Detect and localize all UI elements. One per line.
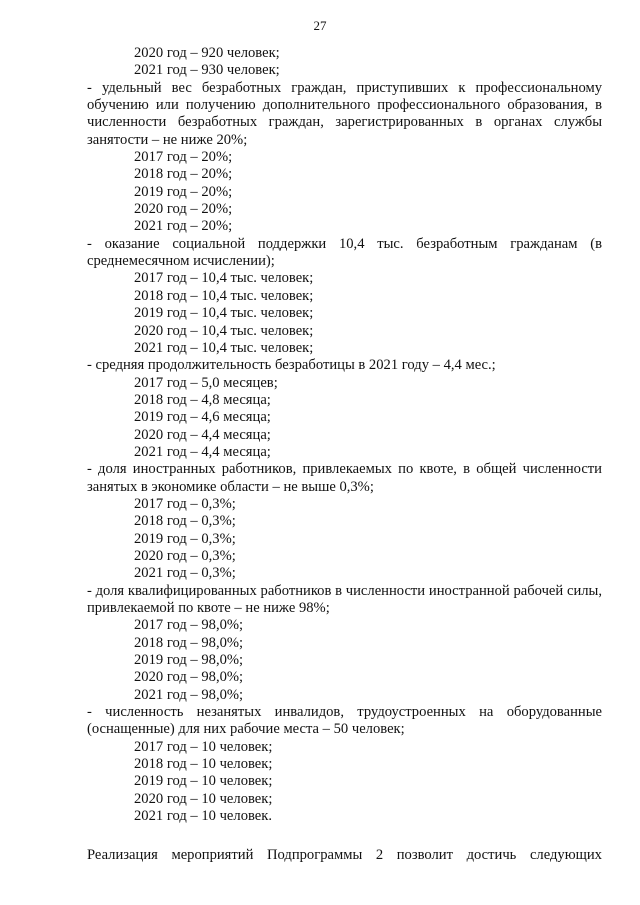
indicator-paragraph: - доля квалифицированных работников в численности иностранной рабочей силы, привлекаемой по квоте – не ниже 98%; [87, 582, 602, 616]
year-value-line: 2019 год – 98,0%; [134, 652, 244, 669]
indicator-paragraph: - средняя продолжительность безработицы в 2021 году – 4,4 мес.; [87, 357, 496, 374]
indicator-paragraph: - численность незанятых инвалидов, трудоустроенных на оборудованные (оснащенные) для них рабочие места – 50 человек; [87, 704, 602, 738]
year-value-line: 2017 год – 10,4 тыс. человек; [134, 270, 314, 287]
year-value-line: 2018 год – 20%; [134, 166, 233, 183]
year-value-line: 2018 год – 4,8 месяца; [134, 391, 271, 408]
year-value-line: 2019 год – 4,6 месяца; [134, 409, 271, 426]
year-value-line: 2020 год – 4,4 месяца; [134, 426, 271, 443]
year-value-line: 2020 год – 10,4 тыс. человек; [134, 322, 314, 339]
year-value-line: 2017 год – 10 человек; [134, 738, 273, 755]
year-value-line: 2020 год – 20%; [134, 201, 233, 218]
year-value-line: 2021 год – 0,3%; [134, 565, 236, 582]
page-number: 27 [313, 18, 327, 33]
year-value-line: 2020 год – 10 человек; [134, 790, 273, 807]
year-value-line: 2017 год – 98,0%; [134, 617, 244, 634]
year-value-line: 2021 год – 930 человек; [134, 62, 280, 79]
year-value-line: 2018 год – 98,0%; [134, 634, 244, 651]
year-value-line: 2020 год – 0,3%; [134, 547, 236, 564]
closing-paragraph-line: Реализация мероприятий Подпрограммы 2 позволит достичь следующих [87, 847, 602, 863]
year-value-line: 2019 год – 0,3%; [134, 530, 236, 547]
year-value-line: 2019 год – 10,4 тыс. человек; [134, 305, 314, 322]
year-value-line: 2019 год – 10 человек; [134, 773, 273, 790]
year-value-line: 2018 год – 10,4 тыс. человек; [134, 287, 314, 304]
year-value-line: 2020 год – 920 человек; [134, 45, 280, 61]
year-value-line: 2017 год – 5,0 месяцев; [134, 374, 278, 391]
indicator-paragraph: - удельный вес безработных граждан, приступивших к профессиональному обучению или получению дополнительного профессионального образования, в численности безработных граждан, зарегистрированных в органах службы занятости – не ниже 20%; [87, 79, 602, 148]
year-value-line: 2017 год – 0,3%; [134, 495, 236, 512]
year-value-line: 2018 год – 10 человек; [134, 756, 273, 773]
year-value-line: 2021 год – 98,0%; [134, 686, 244, 703]
indicator-paragraph: - доля иностранных работников, привлекаемых по квоте, в общей численности занятых в экономике области – не выше 0,3%; [87, 461, 602, 495]
year-value-line: 2020 год – 98,0%; [134, 669, 244, 686]
year-value-line: 2021 год – 20%; [134, 218, 233, 235]
year-value-line: 2018 год – 0,3%; [134, 513, 236, 530]
year-value-line: 2017 год – 20%; [134, 149, 233, 166]
year-value-line: 2019 год – 20%; [134, 183, 233, 200]
year-value-line: 2021 год – 10 человек. [134, 808, 273, 825]
document-body [87, 45, 602, 825]
year-value-line: 2021 год – 10,4 тыс. человек; [134, 339, 314, 356]
year-value-line: 2021 год – 4,4 месяца; [134, 443, 271, 460]
indicator-paragraph: - оказание социальной поддержки 10,4 тыс. безработным гражданам (в среднемесячном исчислении); [87, 235, 602, 270]
